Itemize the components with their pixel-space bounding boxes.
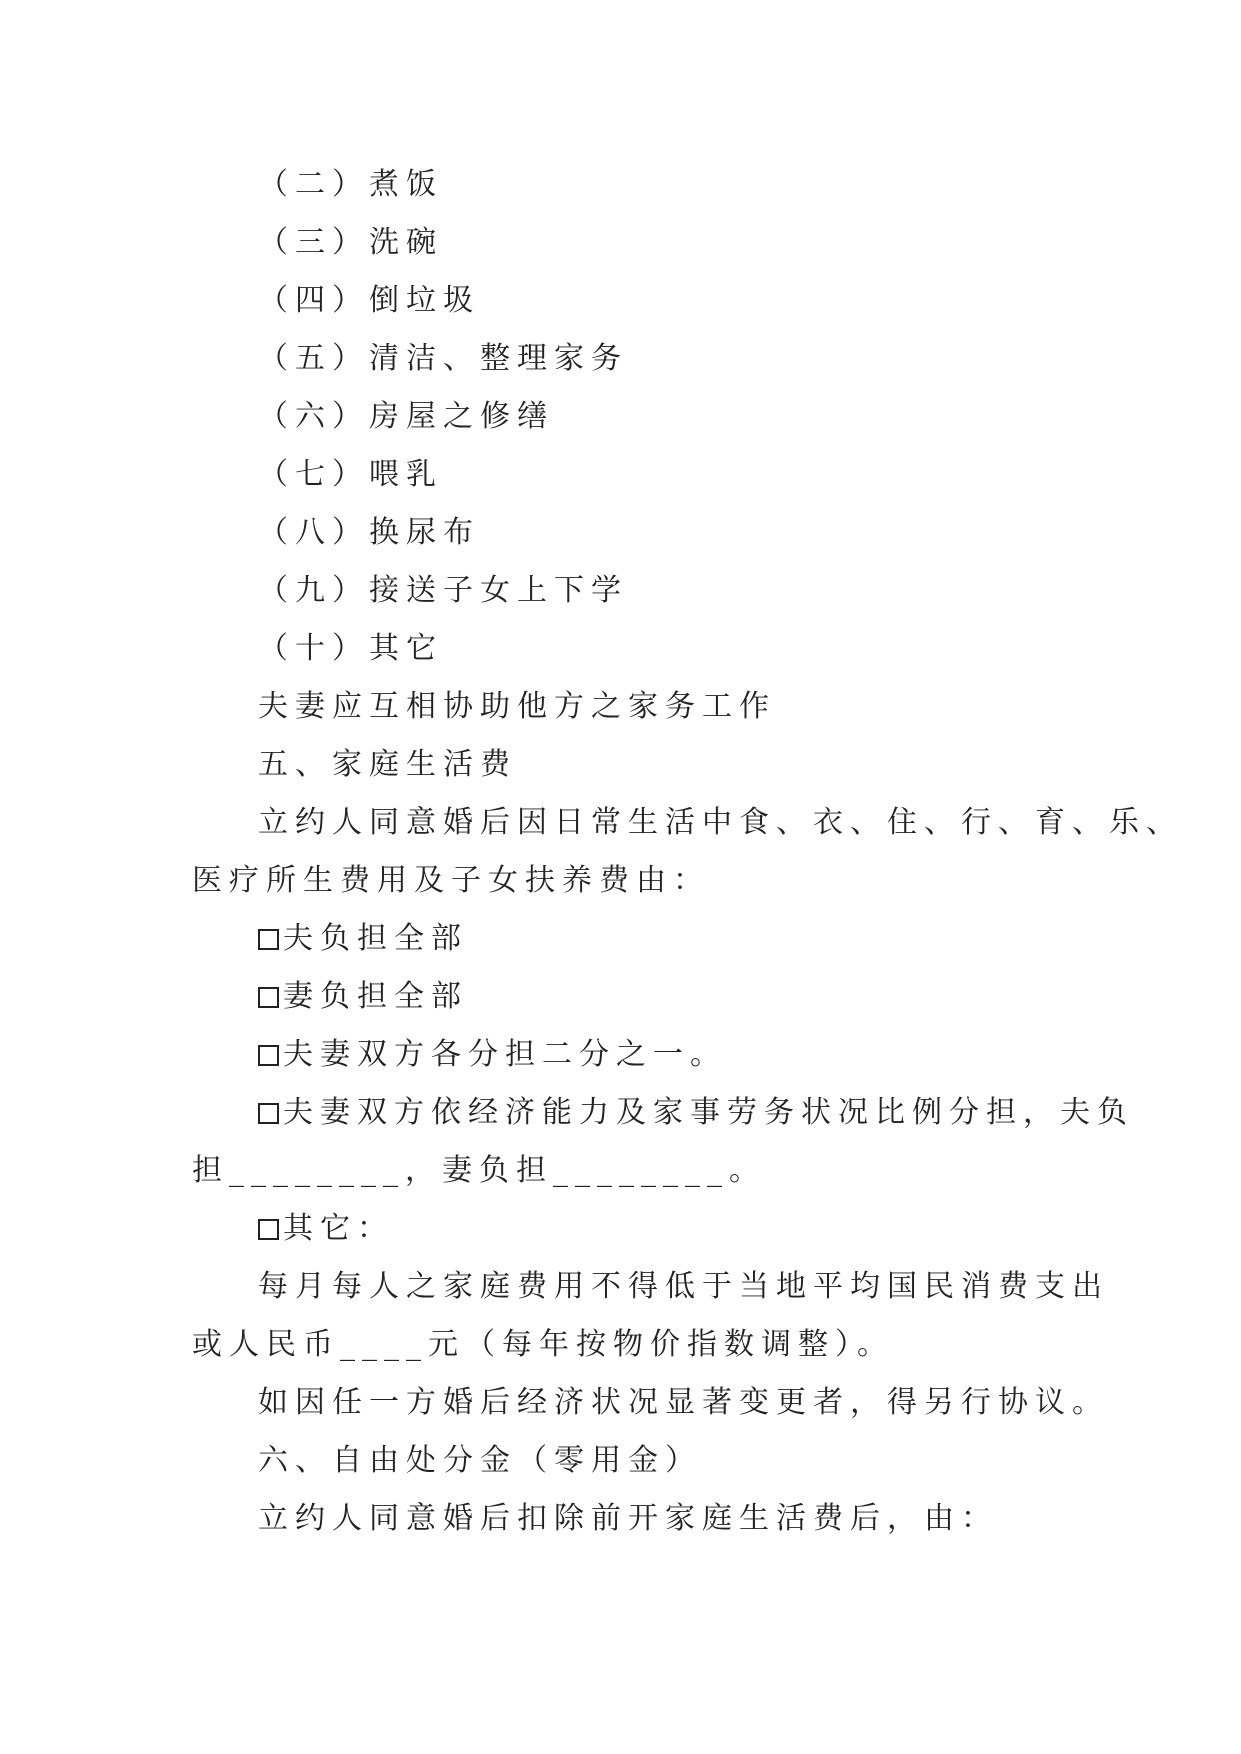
option-label: 夫妻双方依经济能力及家事劳务状况比例分担，夫负 bbox=[283, 1095, 1134, 1130]
paragraph: 立约人同意婚后因日常生活中食、衣、住、行、育、乐、 bbox=[258, 805, 1183, 840]
list-item: （九）接送子女上下学 bbox=[258, 573, 628, 608]
paragraph: 每月每人之家庭费用不得低于当地平均国民消费支出 bbox=[258, 1269, 1109, 1304]
list-item: （四）倒垃圾 bbox=[258, 283, 480, 318]
paragraph: 立约人同意婚后扣除前开家庭生活费后，由： bbox=[258, 1501, 998, 1536]
section-heading: 五、家庭生活费 bbox=[258, 747, 517, 782]
checkbox-icon[interactable] bbox=[258, 1219, 279, 1240]
checkbox-icon[interactable] bbox=[258, 929, 279, 950]
checkbox-option[interactable] bbox=[258, 1035, 727, 1075]
list-item: （七）喂乳 bbox=[258, 457, 443, 492]
list-item: （八）换尿布 bbox=[258, 515, 480, 550]
list-item: （五）清洁、整理家务 bbox=[258, 341, 628, 376]
option-label: 夫负担全部 bbox=[283, 921, 468, 956]
paragraph: 夫妻应互相协助他方之家务工作 bbox=[258, 689, 776, 724]
option-label: 其它： bbox=[283, 1211, 394, 1246]
checkbox-option[interactable] bbox=[258, 919, 468, 959]
checkbox-option[interactable] bbox=[258, 1093, 1134, 1133]
list-item: （二）煮饭 bbox=[258, 167, 443, 202]
checkbox-option[interactable] bbox=[258, 1209, 394, 1249]
paragraph: 医疗所生费用及子女扶养费由： bbox=[192, 863, 710, 898]
checkbox-icon[interactable] bbox=[258, 987, 279, 1008]
checkbox-icon[interactable] bbox=[258, 1045, 279, 1066]
checkbox-option[interactable] bbox=[258, 977, 468, 1017]
list-item: （三）洗碗 bbox=[258, 225, 443, 260]
checkbox-icon[interactable] bbox=[258, 1103, 279, 1124]
list-item: （六）房屋之修缮 bbox=[258, 399, 554, 434]
paragraph: 或人民币____元（每年按物价指数调整）。 bbox=[192, 1327, 894, 1362]
paragraph: 担________，妻负担________。 bbox=[192, 1153, 766, 1188]
option-label: 夫妻双方各分担二分之一。 bbox=[283, 1037, 727, 1072]
paragraph: 如因任一方婚后经济状况显著变更者，得另行协议。 bbox=[258, 1385, 1109, 1420]
section-heading: 六、自由处分金（零用金） bbox=[258, 1443, 702, 1478]
list-item: （十）其它 bbox=[258, 631, 443, 666]
option-label: 妻负担全部 bbox=[283, 979, 468, 1014]
